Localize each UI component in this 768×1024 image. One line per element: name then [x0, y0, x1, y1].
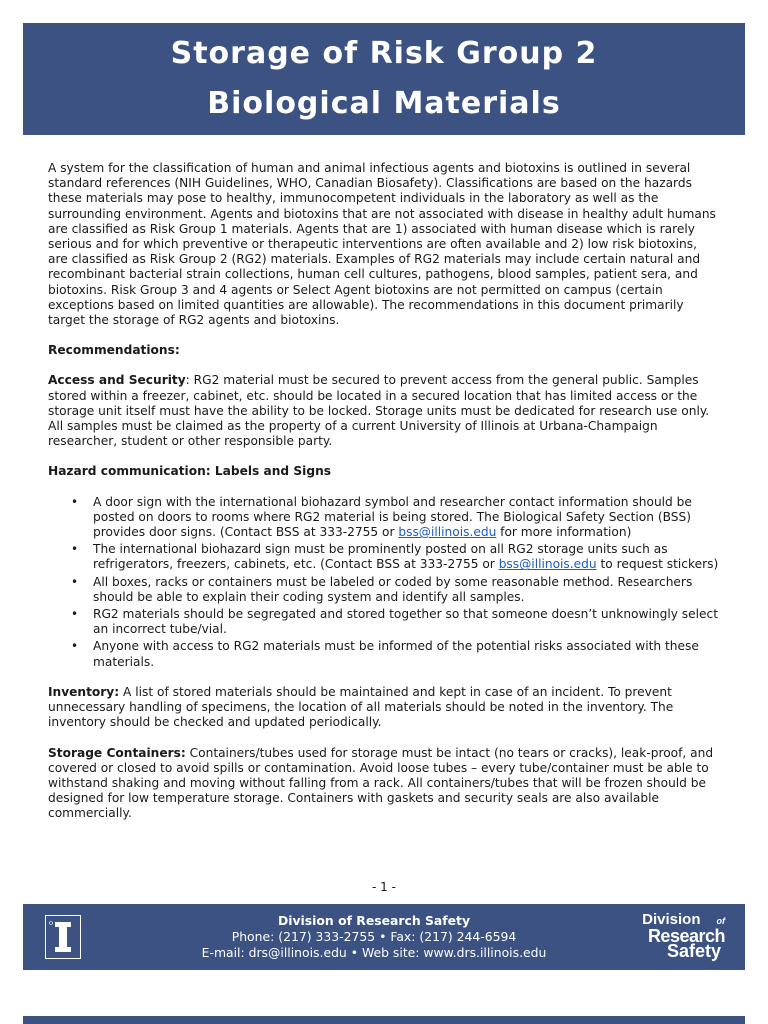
title-line-1: Storage of Risk Group 2 [170, 36, 598, 71]
drs-logo [627, 912, 725, 964]
storage-containers-label: Storage Containers: [48, 745, 186, 760]
bullet-1-text-end: for more information) [496, 525, 632, 540]
recommendations-heading: Recommendations: [48, 343, 180, 358]
inventory-label: Inventory: [48, 684, 120, 699]
bss-email-link[interactable]: bss@illinois.edu [498, 557, 597, 572]
bullet-icon: • [71, 574, 79, 589]
bullet-icon: • [71, 494, 79, 509]
footer-contact [23, 913, 725, 961]
title-line-2: Biological Materials [207, 86, 561, 121]
footer-org-name: Division of Research Safety [277, 913, 471, 928]
access-security-text: : RG2 material must be secured to prevent access from the general public. Samples stored within a freezer, cabinet, etc. should be located in a secured location that has limited access or the storage unit itself must have the ability to be locked. Storage units must be dedicated for research use only. All samples must be claimed as the property of a current University of Illinois at Urbana-Champaign researcher, student or other responsible party. [48, 373, 710, 449]
next-page-edge [23, 1016, 745, 1024]
intro-paragraph: A system for the classification of human and animal infectious agents and biotoxins is outlined in several standard references (NIH Guidelines, WHO, Canadian Biosafety). Classifications are based on the hazards these materials may pose to healthy, immunocompetent individuals in the laboratory as well as the surrounding environment. Agents and biotoxins that are not associated with disease in healthy adult humans are classified as Risk Group 1 materials. Agents that are 1) associated with human disease which is rarely serious and for which preventive or therapeutic interventions are often available and 2) low risk biotoxins, are classified as Risk Group 2 (RG2) materials. Examples of RG2 materials may include certain natural and recombinant bacterial strain collections, human cell cultures, pathogens, blood samples, patient sera, and biotoxins. Risk Group 3 and 4 agents or Select Agent biotoxins are not permitted on campus (certain exceptions based on limited quantities are allowable). The recommendations in this document primarily target the storage of RG2 agents and biotoxins. [48, 161, 716, 328]
page-number: - 1 - [372, 880, 396, 894]
footer-email-line: E-mail: drs@illinois.edu • Web site: www.drs.illinois.edu [201, 945, 547, 960]
bullet-icon: • [71, 542, 79, 557]
bullet-1-text: A door sign with the international biohazard symbol and researcher contact information should be posted on doors to rooms where RG2 material is being stored. The Biological Safety Section (BSS) provides door signs. (Contact BSS at 333-2755 or [93, 494, 692, 540]
bullet-3-text: All boxes, racks or containers must be labeled or coded by some reasonable method. Researchers should be able to explain their coding system and identify all samples. [93, 574, 693, 604]
bullet-4-text: RG2 materials should be segregated and stored together so that someone doesn’t unknowingly select an incorrect tube/vial. [93, 607, 719, 637]
bullet-icon: • [71, 607, 79, 622]
bullet-2-text: The international biohazard sign must be prominently posted on all RG2 storage units such as refrigerators, freezers, cabinets, etc. (Contact BSS at 333-2755 or [93, 542, 668, 572]
inventory-text: A list of stored materials should be maintained and kept in case of an incident. To prevent unnecessary handling of specimens, the location of all materials should be noted in the inventory. The inventory should be checked and updated periodically. [48, 684, 674, 730]
drs-logo-line-1: Division of [642, 911, 725, 928]
list-item [71, 542, 720, 572]
bss-email-link[interactable]: bss@illinois.edu [398, 525, 497, 540]
bullet-5-text: Anyone with access to RG2 materials must be informed of the potential risks associated with these materials. [93, 639, 699, 669]
hazard-bullet-list [48, 495, 720, 670]
bullet-icon: • [71, 639, 79, 654]
access-security-paragraph [48, 373, 720, 449]
footer-banner [23, 904, 745, 970]
storage-containers-text: Containers/tubes used for storage must be intact (no tears or cracks), leak-proof, and covered or closed to avoid spills or contamination. Avoid loose tubes – every tube/container must be able to withstand shaking and moving without falling from a rack. All containers/tubes that will be frozen should be designed for low temperature storage. Containers with gaskets and security seals are also available commercially. [48, 745, 714, 821]
list-item [71, 607, 720, 637]
hazard-communication-heading: Hazard communication: Labels and Signs [48, 464, 331, 479]
list-item [71, 494, 720, 541]
drs-logo-line-3: Safety [666, 941, 721, 961]
footer-phone-line: Phone: (217) 333-2755 • Fax: (217) 244-6594 [231, 929, 517, 944]
title-banner [23, 23, 745, 135]
document-body [48, 161, 720, 837]
drs-logo-line-2: Research [647, 926, 725, 946]
list-item [71, 574, 720, 605]
access-security-label: Access and Security [48, 373, 186, 388]
list-item [71, 639, 720, 669]
bullet-2-text-end: to request stickers) [596, 557, 719, 572]
inventory-paragraph [48, 685, 720, 731]
storage-containers-paragraph [48, 746, 720, 822]
